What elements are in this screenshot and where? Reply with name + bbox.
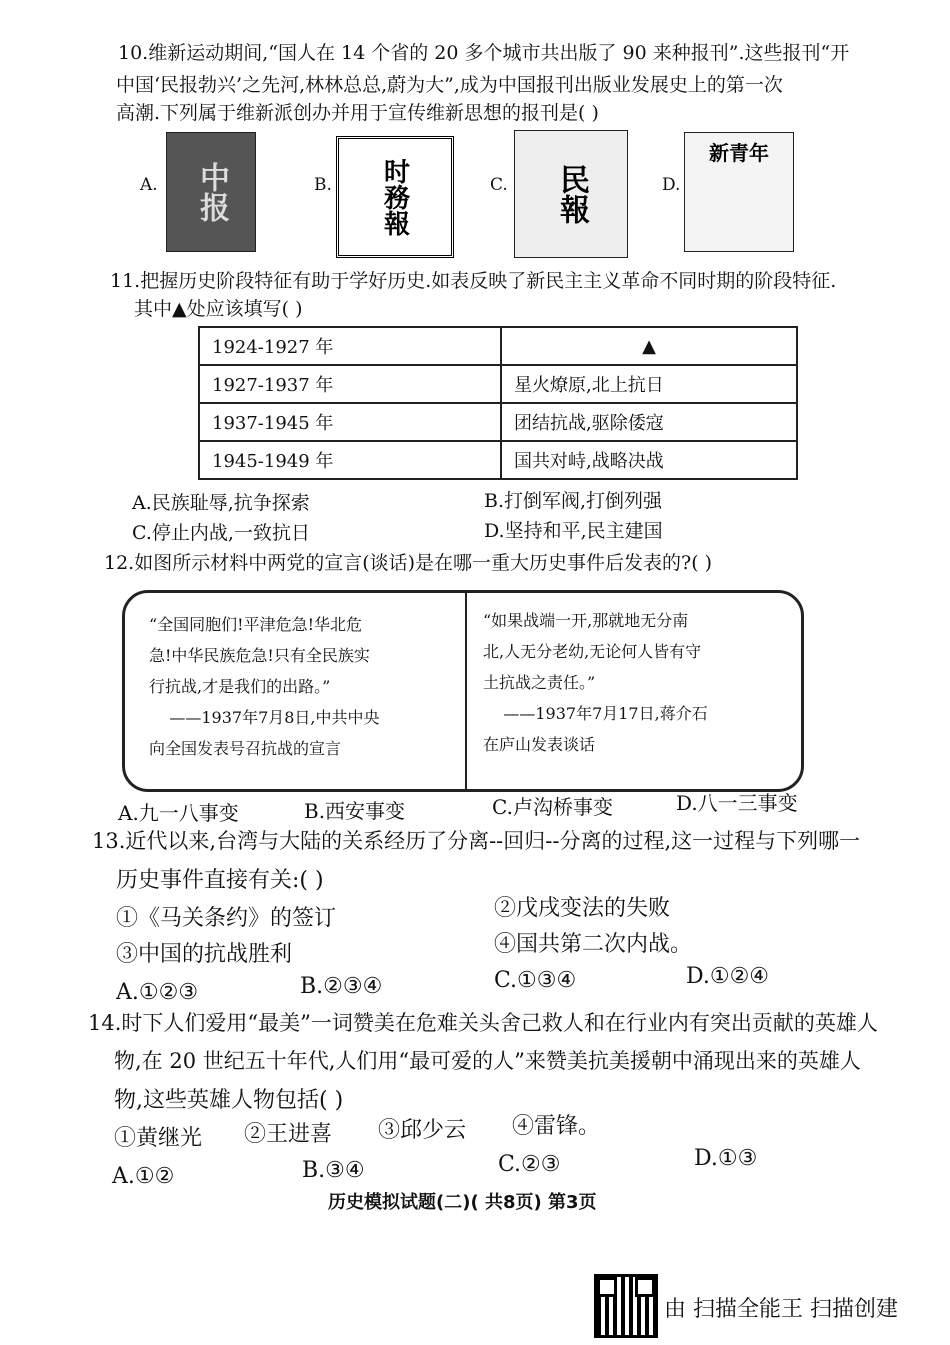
q10-option-c-letter: C. (490, 175, 508, 195)
table-row (199, 327, 797, 365)
newspaper-a-title: 中报 (194, 162, 229, 222)
feature-cell-blank: ▲ (501, 327, 797, 365)
newspaper-image-a (166, 132, 256, 252)
q10-option-b-letter: B. (314, 175, 332, 195)
q13-line2: 历史事件直接有关:( ) (116, 868, 324, 893)
q13-option-b: B.②③④ (300, 974, 383, 999)
q14-option-b: B.③④ (302, 1158, 365, 1183)
period-table (198, 326, 798, 480)
q11-option-a: A.民族耻辱,抗争探索 (132, 492, 310, 514)
quote-line: ——1937年7月8日,中共中央 (149, 708, 380, 727)
q13-option-d: D.①②④ (686, 964, 770, 989)
q13-option-c: C.①③④ (494, 968, 577, 993)
newspaper-image-d (684, 132, 794, 252)
quote-line: “如果战端一开,那就地无分南 (483, 611, 689, 630)
q12-stem: 12.如图所示材料中两党的宣言(谈话)是在哪一重大历史事件后发表的?( ) (104, 552, 713, 574)
q12-option-b: B.西安事变 (304, 799, 406, 823)
q12-option-c: C.卢沟桥事变 (492, 795, 613, 819)
quote-line: 急!中华民族危急!只有全民族实 (149, 646, 370, 665)
quote-line: “全国同胞们!平津危急!华北危 (149, 615, 363, 634)
q11-option-c: C.停止内战,一致抗日 (132, 522, 310, 544)
newspaper-c-title: 民報 (554, 164, 589, 224)
period-cell: 1924-1927 年 (199, 327, 501, 365)
newspaper-image-b (336, 136, 454, 258)
newspaper-d-title: 新青年 (709, 141, 769, 165)
quote-line: 行抗战,才是我们的出路。” (149, 677, 331, 696)
q12-option-d: D.八一三事变 (676, 791, 798, 815)
q13-line1: 13.近代以来,台湾与大陆的关系经历了分离--回归--分离的过程,这一过程与下列哪一 (92, 829, 861, 853)
q14-line1: 14.时下人们爱用“最美”一词赞美在危难关头舍己救人和在行业内有突出贡献的英雄人 (88, 1011, 878, 1035)
q10-option-a-letter: A. (140, 175, 158, 195)
quote-line: 北,人无分老幼,无论何人皆有守 (483, 642, 702, 661)
q14-item-1: ①黄继光 (114, 1126, 203, 1151)
chiang-speech-quote (483, 605, 793, 760)
newspaper-image-c (514, 130, 628, 258)
period-cell: 1927-1937 年 (199, 365, 501, 403)
qr-code-icon (594, 1274, 658, 1338)
quote-line: 向全国发表号召抗战的宣言 (149, 739, 342, 758)
q10-line3: 高潮.下列属于维新派创办并用于宣传维新思想的报刊是( ) (116, 102, 599, 124)
q14-line3: 物,这些英雄人物包括( ) (114, 1088, 344, 1113)
quote-divider (465, 593, 467, 789)
q13-item-3: ③中国的抗战胜利 (116, 942, 293, 967)
q14-item-4: ④雷锋。 (512, 1114, 601, 1139)
q10-line2: 中国‘民报勃兴’之先河,林林总总,蔚为大”,成为中国报刊出版业发展史上的第一次 (116, 74, 783, 96)
feature-cell: 团结抗战,驱除倭寇 (501, 403, 797, 441)
quote-line: ——1937年7月17日,蒋介石 (483, 704, 708, 723)
q11-line1: 11.把握历史阶段特征有助于学好历史.如表反映了新民主主义革命不同时期的阶段特征. (110, 270, 837, 292)
q14-item-3: ③邱少云 (378, 1118, 467, 1143)
q12-option-a: A.九一八事变 (118, 801, 239, 825)
quote-line: 土抗战之责任。” (483, 673, 596, 692)
quote-line: 在庐山发表谈话 (483, 735, 596, 754)
cpc-declaration-quote (149, 609, 459, 764)
q10-option-d-letter: D. (662, 175, 681, 195)
q13-item-2: ②戊戌变法的失败 (494, 896, 671, 921)
q13-option-a: A.①②③ (116, 980, 199, 1005)
q13-item-4: ④国共第二次内战。 (494, 932, 693, 957)
q14-option-a: A.①② (112, 1164, 175, 1189)
feature-cell: 星火燎原,北上抗日 (501, 365, 797, 403)
q10-line1: 10.维新运动期间,“国人在 14 个省的 20 多个城市共出版了 90 来种报刊”.这些报刊“开 (118, 42, 850, 64)
scanner-watermark: 由 扫描全能王 扫描创建 (664, 1297, 898, 1322)
period-cell: 1945-1949 年 (199, 441, 501, 479)
q11-option-b: B.打倒军阀,打倒列强 (484, 490, 663, 512)
page-footer: 历史模拟试题(二)( 共8页) 第3页 (328, 1192, 597, 1213)
q14-line2: 物,在 20 世纪五十年代,人们用“最可爱的人”来赞美抗美援朝中涌现出来的英雄人 (114, 1049, 861, 1073)
table-row (199, 403, 797, 441)
feature-cell: 国共对峙,战略决战 (501, 441, 797, 479)
q14-option-c: C.②③ (498, 1152, 561, 1177)
quote-box (122, 590, 804, 792)
q14-option-d: D.①③ (694, 1146, 758, 1171)
table-row (199, 365, 797, 403)
table-row (199, 441, 797, 479)
q13-item-1: ①《马关条约》的签订 (116, 906, 337, 931)
q14-item-2: ②王进喜 (244, 1122, 333, 1147)
q11-option-d: D.坚持和平,民主建国 (484, 520, 663, 542)
period-cell: 1937-1945 年 (199, 403, 501, 441)
newspaper-b-title: 时務報 (379, 158, 410, 236)
q11-line2: 其中▲处应该填写( ) (134, 298, 303, 320)
